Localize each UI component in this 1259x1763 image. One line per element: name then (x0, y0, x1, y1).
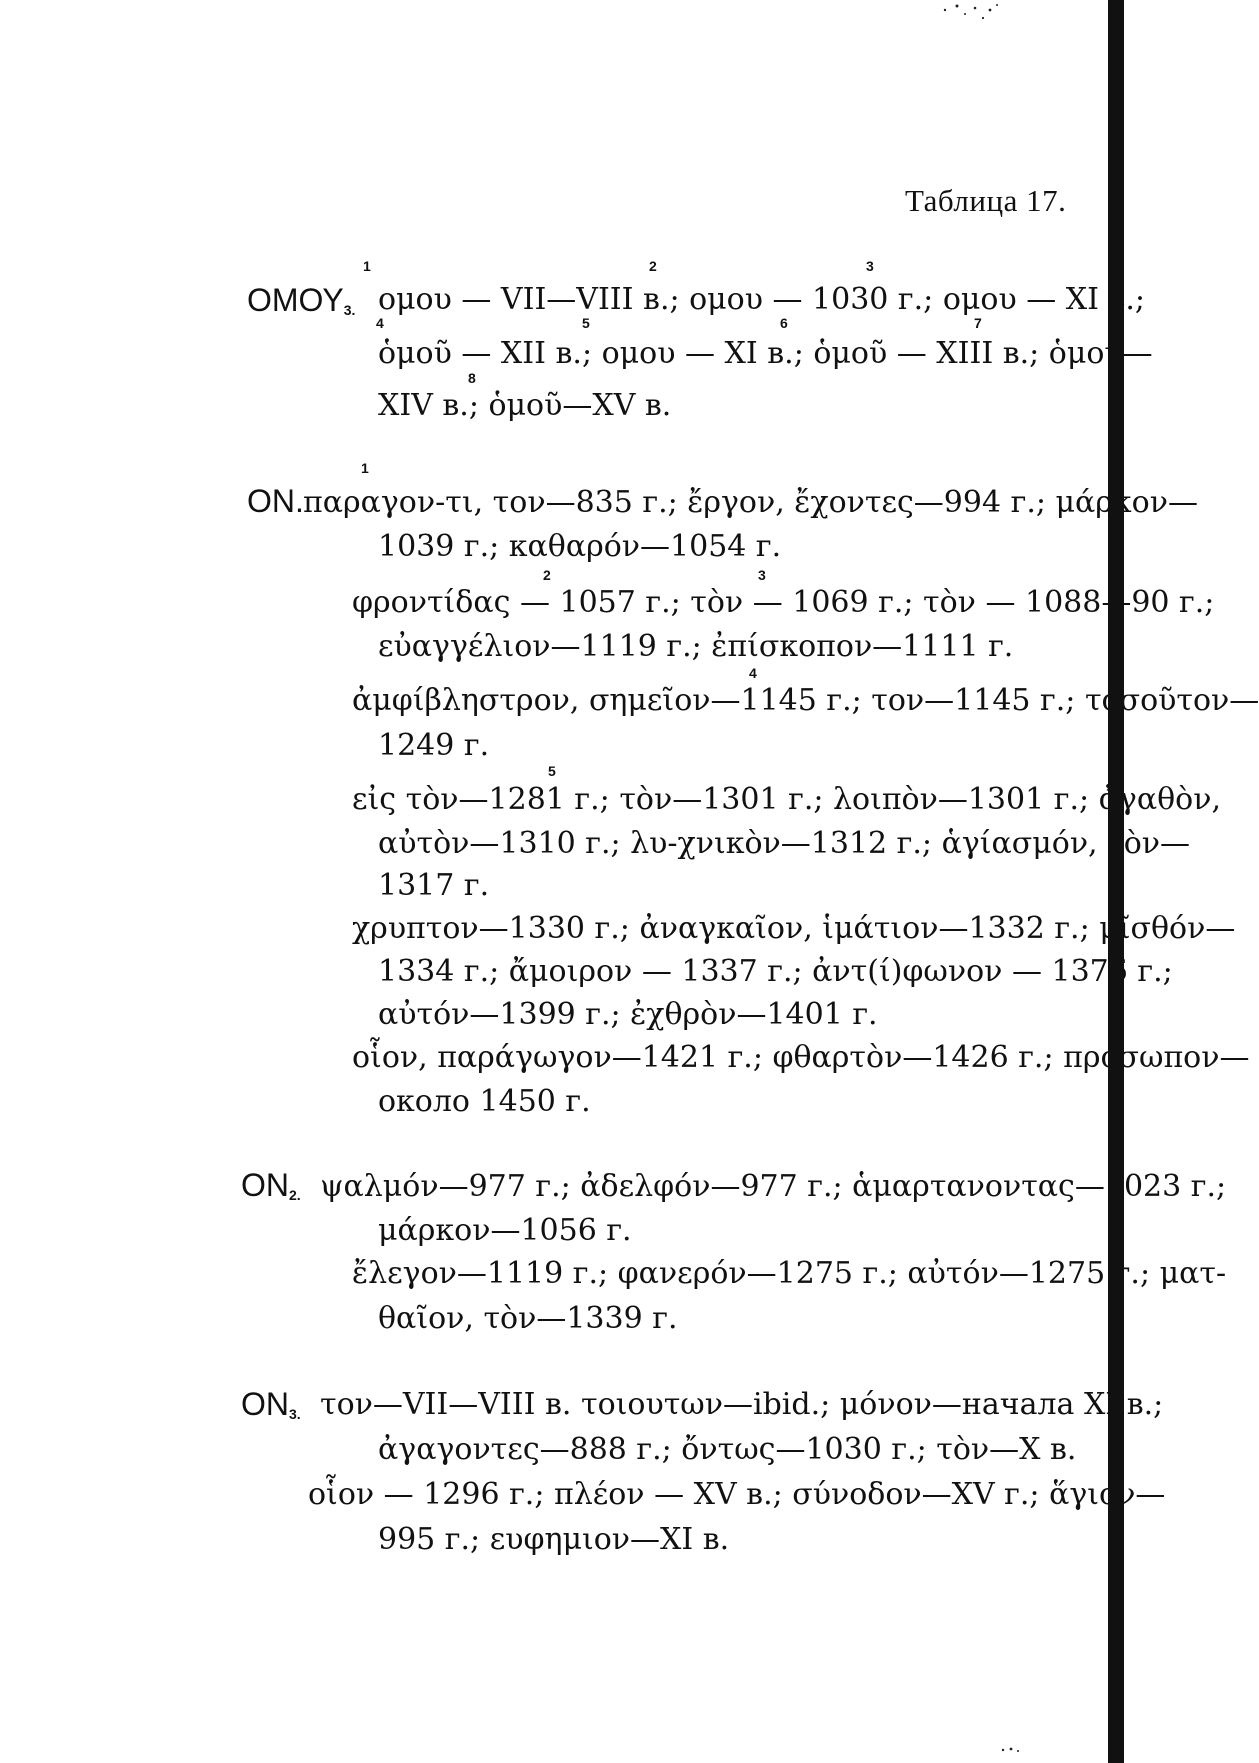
entry-line: ομου — VII—VIII в.; ομου — 1030 г.; ομου — XI в.; (378, 282, 1146, 317)
variant-number: 1 (363, 258, 371, 274)
entry-line: XIV в.; ὁμοῦ—XV в. (378, 388, 672, 423)
entry-line: παραγον-τι, τον—835 г.; ἔργον, ἔχοντες—994 г.; μάρκον— (303, 485, 1198, 520)
entry-heading: $OMO\Upsilon_{3.}$ (247, 282, 356, 318)
print-speck (995, 1745, 1025, 1755)
variant-number: 8 (468, 370, 476, 386)
entry-line: τον—VII—VIII в. τοιουτων—ibid.; μόνον—начала XI в.; (320, 1387, 1164, 1422)
variant-number: 3 (758, 567, 766, 583)
entry-line: ἔλεγον—1119 г.; φανερόν—1275 г.; αὐτόν—1275 г.; ματ- (352, 1256, 1227, 1291)
variant-number: 4 (376, 315, 384, 331)
entry-line: ἀμφίβληστρον, σημεῖον—1145 г.; τον—1145 г.; τοσοῦτον— (352, 683, 1259, 718)
entry-line: φροντίδας — 1057 г.; τὸν — 1069 г.; τὸν — 1088—90 г.; (352, 585, 1215, 620)
variant-number: 1 (361, 460, 369, 476)
entry-line: χρυπτον—1330 г.; ἀναγκαῖον, ἱμάτιον—1332 г.; μῖσθόν— (352, 911, 1236, 946)
page-title: Таблица 17. (905, 183, 1067, 218)
entry-line: αὐτὸν—1310 г.; λυ-χνικὸν—1312 г.; ἁγίασμόν, τὸν— (378, 826, 1191, 861)
entry-line: 1039 г.; καθαρόν—1054 г. (378, 529, 782, 564)
entry-line: οἷον — 1296 г.; πλέον — XV в.; σύνοδον—XV г.; ἅγιον— (308, 1477, 1166, 1512)
variant-number: 6 (780, 315, 788, 331)
entry-heading: $ON_{3.}$ (241, 1386, 301, 1422)
entry-line: θαῖον, τὸν—1339 г. (378, 1301, 678, 1336)
variant-number: 7 (974, 315, 982, 331)
entry-line: 1249 г. (378, 728, 490, 763)
variant-number: 3 (866, 258, 874, 274)
variant-number: 5 (548, 763, 556, 779)
entry-line: 995 г.; ευφημιον—XI в. (378, 1522, 730, 1557)
entry-line: около 1450 г. (378, 1084, 591, 1119)
variant-number: 5 (582, 315, 590, 331)
entry-line: ἀγαγοντες—888 г.; ὄντως—1030 г.; τὸν—X в. (378, 1432, 1077, 1467)
variant-number: 2 (649, 258, 657, 274)
variant-number: 4 (749, 665, 757, 681)
entry-line: εἰς τὸν—1281 г.; τὸν—1301 г.; λοιπὸν—1301 г.; ἀγαθὸν, (352, 782, 1221, 817)
entry-line: ὁμοῦ — XII в.; ομου — XI в.; ὁμοῦ — XIII в.; ὁμοῦ— (378, 336, 1153, 371)
entry-line: μάρκον—1056 г. (378, 1213, 632, 1248)
entry-heading: ΟΝ. (247, 483, 304, 519)
entry-line: εὐαγγέλιον—1119 г.; ἐπίσκοπον—1111 г. (378, 629, 1014, 664)
entry-line: ψαλμόν—977 г.; ἀδελφόν—977 г.; ἁμαρτανοντας—1023 г.; (320, 1169, 1227, 1204)
entry-line: οἷον, παράγωγον—1421 г.; φθαρτὸν—1426 г.; πρόσωπον— (352, 1040, 1250, 1075)
entry-line: 1317 г. (378, 868, 490, 903)
entry-line: αὐτόν—1399 г.; ἐχθρὸν—1401 г. (378, 997, 878, 1032)
entry-heading: $ON_{2.}$ (241, 1167, 301, 1203)
print-specks (935, 0, 1015, 40)
variant-number: 2 (543, 567, 551, 583)
entry-line: 1334 г.; ἄμοιρον — 1337 г.; ἀντ(ί)φωνον — 1376 г.; (378, 954, 1173, 989)
